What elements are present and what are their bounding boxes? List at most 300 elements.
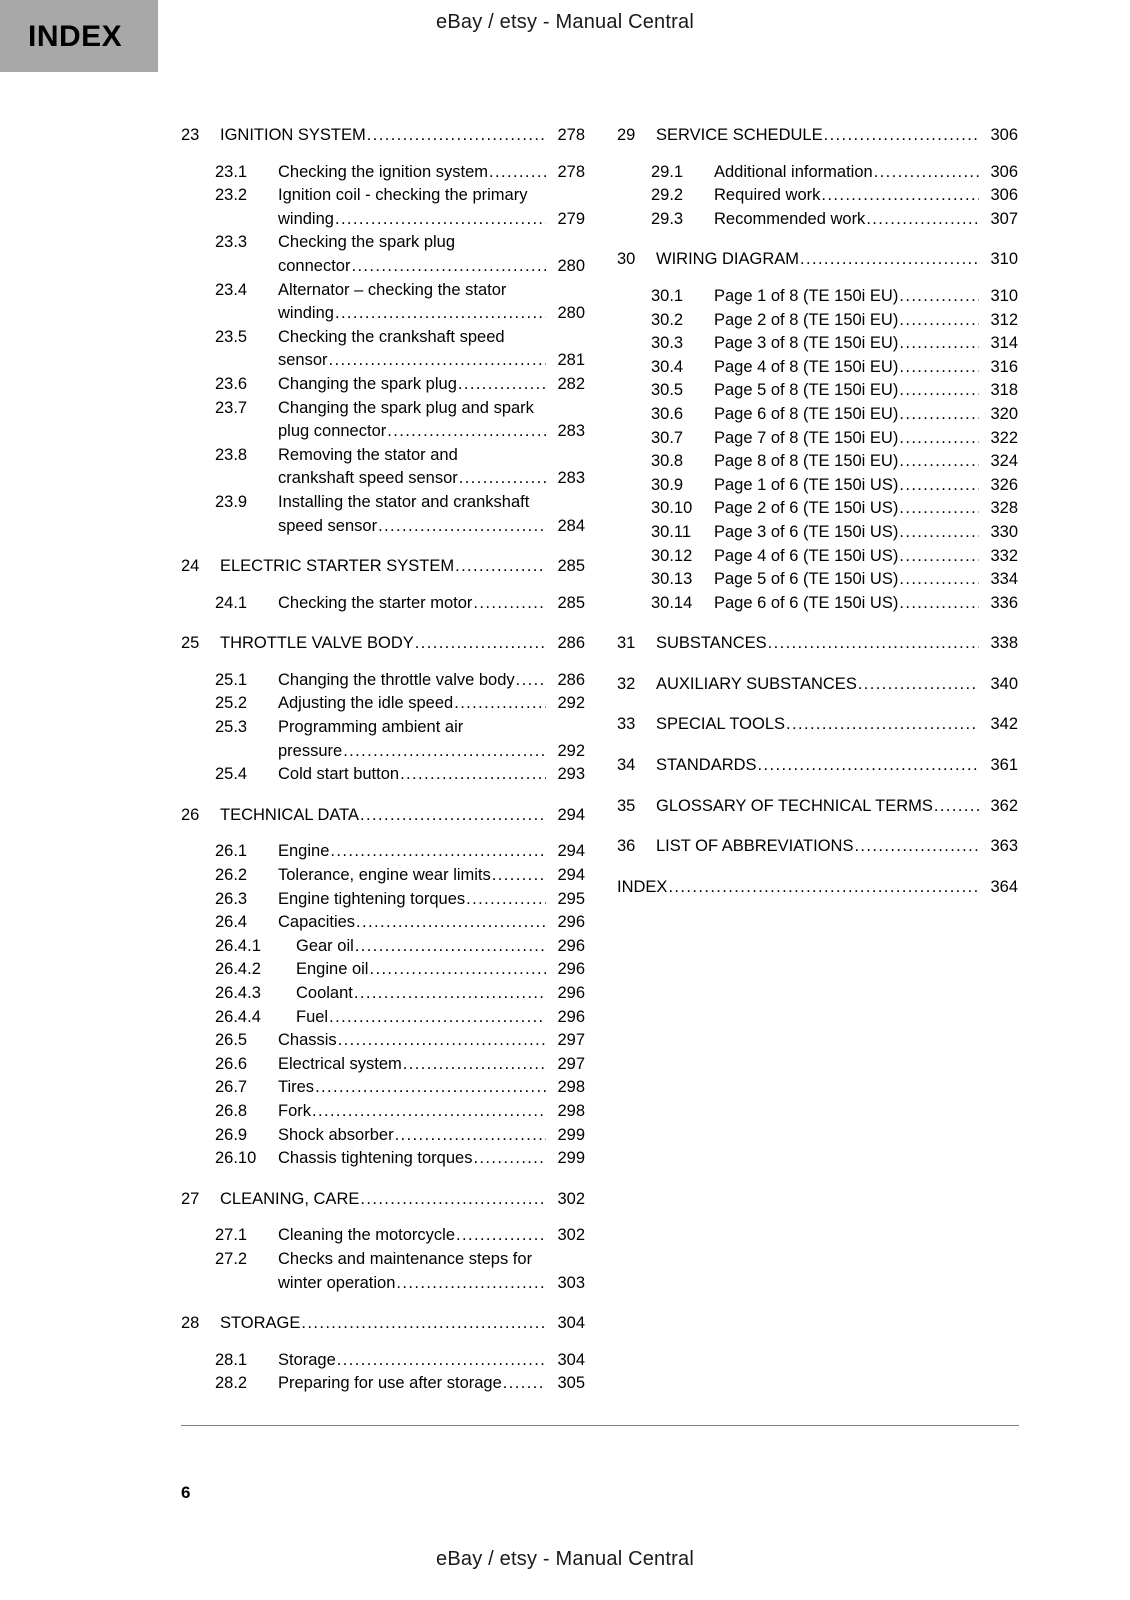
toc-entry-number: 25 (181, 634, 200, 653)
toc-entry[interactable] (181, 840, 585, 864)
toc-entry-title: Recommended work (714, 209, 866, 228)
toc-entry-title: Checking the starter motor (278, 593, 473, 612)
toc-entry-leader-row (278, 864, 585, 888)
toc-dot-leader (758, 754, 979, 778)
toc-entry[interactable] (617, 248, 1018, 272)
toc-entry-title: winter operation (278, 1273, 396, 1292)
toc-entry-page: 328 (990, 499, 1018, 518)
toc-dot-leader (489, 161, 546, 185)
toc-entry-title-block (714, 568, 1018, 592)
toc-entry-leader-row (278, 420, 585, 444)
toc-entry-page: 299 (557, 1149, 585, 1168)
toc-entry-number: 25.3 (215, 718, 248, 737)
toc-entry-title-block (220, 1188, 585, 1212)
toc-entry-leader-row (714, 474, 1018, 498)
toc-entry-title: crankshaft speed sensor (278, 469, 458, 488)
toc-entry-title-block (278, 982, 585, 1006)
toc-entry-title: Page 1 of 8 (TE 150i EU) (714, 286, 899, 305)
toc-entry[interactable] (181, 632, 585, 656)
toc-entry-page: 286 (557, 634, 585, 653)
toc-entry-number: 25.2 (215, 694, 248, 713)
toc-entry-title: Engine tightening torques (278, 889, 466, 908)
toc-entry[interactable] (617, 497, 1018, 521)
toc-dot-leader (367, 124, 546, 148)
toc-dot-leader (874, 161, 979, 185)
toc-entry[interactable] (617, 592, 1018, 616)
toc-entry-title-block (714, 309, 1018, 333)
toc-entry-page: 340 (990, 674, 1018, 693)
toc-entry[interactable] (181, 397, 585, 444)
toc-entry[interactable] (617, 356, 1018, 380)
toc-entry-number: 23.4 (215, 280, 248, 299)
toc-entry-title-block (714, 184, 1018, 208)
toc-entry-leader-row (220, 632, 585, 656)
toc-entry[interactable] (617, 208, 1018, 232)
toc-entry-title-block (278, 888, 585, 912)
toc-entry[interactable] (181, 1349, 585, 1373)
toc-entry-title-block (656, 713, 1018, 737)
toc-entry-title: GLOSSARY OF TECHNICAL TERMS (656, 796, 933, 815)
toc-entry-title-block (278, 444, 585, 491)
toc-entry[interactable] (617, 521, 1018, 545)
toc-entry-page: 280 (557, 304, 585, 323)
toc-entry-title-block (220, 632, 585, 656)
toc-entry-title-block (714, 474, 1018, 498)
toc-entry-title-block (617, 876, 1018, 900)
toc-entry-title-block (220, 1312, 585, 1336)
toc-entry-title-block (714, 161, 1018, 185)
toc-entry-number: 23.2 (215, 186, 248, 205)
toc-entry[interactable] (617, 545, 1018, 569)
toc-entry-title-block (278, 592, 585, 616)
toc-entry-leader-row (278, 1124, 585, 1148)
toc-entry-title-block (714, 545, 1018, 569)
toc-entry[interactable] (617, 427, 1018, 451)
toc-entry-title-block (278, 491, 585, 538)
toc-entry-number: 29 (617, 126, 636, 144)
toc-dot-leader (369, 958, 546, 982)
toc-entry[interactable] (617, 835, 1018, 859)
toc-entry[interactable] (181, 161, 585, 185)
toc-entry-title-block (278, 958, 585, 982)
toc-entry-number: 29.1 (651, 162, 684, 181)
toc-dot-leader (473, 592, 546, 616)
toc-dot-leader (351, 255, 546, 279)
toc-entry-title: Engine (278, 842, 330, 861)
toc-entry-title-block (714, 208, 1018, 232)
toc-entry-title: Page 5 of 8 (TE 150i EU) (714, 381, 899, 400)
toc-entry-page: 281 (557, 351, 585, 370)
toc-entry-number: 30.6 (651, 404, 684, 423)
toc-entry-number: 26.4.3 (215, 984, 261, 1002)
toc-entry-number: 24 (181, 557, 200, 576)
toc-entry-leader-row (278, 161, 585, 185)
toc-entry-title-block (656, 795, 1018, 819)
toc-dot-leader (387, 420, 546, 444)
toc-entry[interactable] (617, 673, 1018, 697)
toc-dot-leader (854, 835, 979, 859)
toc-entry[interactable] (181, 911, 585, 935)
toc-entry-page: 283 (557, 469, 585, 488)
toc-entry[interactable] (181, 864, 585, 888)
toc-dot-leader (360, 1188, 546, 1212)
toc-entry-title: SPECIAL TOOLS (656, 715, 786, 734)
toc-entry[interactable] (181, 555, 585, 579)
toc-entry-number: 26.4.2 (215, 960, 261, 979)
toc-entry-title: Page 5 of 6 (TE 150i US) (714, 570, 899, 589)
toc-entry-title: LIST OF ABBREVIATIONS (656, 837, 854, 856)
toc-entry-page: 361 (990, 756, 1018, 775)
toc-entry-page: 338 (990, 634, 1018, 653)
toc-entry-page: 330 (990, 522, 1018, 541)
toc-entry-title: Fork (278, 1101, 311, 1120)
toc-entry[interactable] (181, 958, 585, 982)
toc-entry-leader-row (714, 161, 1018, 185)
toc-entry-title: IGNITION SYSTEM (220, 126, 366, 144)
toc-entry-page: 296 (557, 1007, 585, 1026)
toc-entry-page: 286 (557, 670, 585, 689)
toc-left-column (181, 124, 585, 1396)
toc-entry[interactable] (181, 1006, 585, 1030)
toc-entry-leader-row (220, 1188, 585, 1212)
toc-entry-number: 30.2 (651, 310, 684, 329)
toc-entry-number: 34 (617, 756, 636, 775)
toc-entry[interactable] (181, 326, 585, 373)
toc-entry-leader-row (278, 1053, 585, 1077)
toc-entry[interactable] (181, 935, 585, 959)
toc-entry[interactable] (617, 124, 1018, 148)
toc-entry-title-block (714, 592, 1018, 616)
toc-dot-leader (459, 467, 546, 491)
toc-entry-number: 29.2 (651, 186, 684, 205)
toc-entry-title-block (656, 754, 1018, 778)
toc-dot-leader (473, 1147, 546, 1171)
toc-entry-page: 332 (990, 546, 1018, 565)
toc-entry-number: 23.1 (215, 162, 248, 181)
toc-entry-leader-row (278, 208, 585, 232)
toc-entry-page: 294 (557, 842, 585, 861)
toc-entry-title-block (278, 184, 585, 231)
toc-dot-leader (335, 208, 546, 232)
toc-dot-leader (899, 450, 979, 474)
toc-entry-title: SUBSTANCES (656, 634, 767, 653)
toc-entry[interactable] (617, 474, 1018, 498)
toc-entry-title-line: Alternator – checking the stator (278, 280, 507, 299)
toc-entry-title-block (278, 1224, 585, 1248)
toc-entry-title-line: Changing the spark plug and spark (278, 398, 534, 417)
toc-dot-leader (516, 669, 546, 693)
toc-entry[interactable] (617, 285, 1018, 309)
toc-entry-title-block (278, 1124, 585, 1148)
toc-entry-page: 322 (990, 428, 1018, 447)
toc-entry-title-block (714, 332, 1018, 356)
toc-entry-page: 297 (557, 1054, 585, 1073)
toc-entry-page: 362 (990, 796, 1018, 815)
toc-dot-leader (899, 309, 979, 333)
toc-entry-number: 30.12 (651, 546, 693, 565)
toc-entry[interactable] (181, 1100, 585, 1124)
toc-entry-number: 30.8 (651, 452, 684, 471)
toc-entry-leader-row (714, 208, 1018, 232)
toc-dot-leader (403, 1053, 546, 1077)
toc-entry-number: 26.4.1 (215, 936, 261, 955)
toc-entry-title: Required work (714, 186, 821, 205)
toc-dot-leader (899, 592, 979, 616)
toc-entry[interactable] (181, 279, 585, 326)
toc-entry-title: STANDARDS (656, 756, 757, 775)
toc-entry-number: 30 (617, 250, 636, 269)
toc-entry-leader-row (656, 632, 1018, 656)
toc-entry-title: speed sensor (278, 516, 378, 535)
toc-dot-leader (858, 673, 979, 697)
toc-dot-leader (455, 555, 546, 579)
toc-entry-title: Page 2 of 8 (TE 150i EU) (714, 310, 899, 329)
toc-entry[interactable] (181, 373, 585, 397)
toc-entry[interactable] (181, 982, 585, 1006)
toc-dot-leader (800, 248, 979, 272)
toc-entry-leader-row (278, 669, 585, 693)
toc-entry-leader-row (220, 1312, 585, 1336)
toc-entry-title: Cold start button (278, 765, 400, 784)
toc-entry-title-block (278, 840, 585, 864)
toc-dot-leader (458, 373, 546, 397)
toc-entry[interactable] (181, 804, 585, 828)
toc-entry-title: WIRING DIAGRAM (656, 250, 799, 269)
toc-entry-leader-row (278, 840, 585, 864)
header-watermark: eBay / etsy - Manual Central (436, 11, 694, 33)
toc-entry-number: 30.5 (651, 381, 684, 400)
toc-entry-title-block (278, 935, 585, 959)
toc-entry-leader-row (714, 309, 1018, 333)
toc-dot-leader (821, 184, 979, 208)
toc-entry[interactable] (181, 1312, 585, 1336)
toc-entry-page: 296 (557, 984, 585, 1002)
toc-dot-leader (400, 763, 546, 787)
toc-entry-title-block (278, 692, 585, 716)
toc-entry-number: 25.4 (215, 765, 248, 784)
toc-entry[interactable] (181, 1029, 585, 1053)
toc-dot-leader (456, 1224, 546, 1248)
toc-entry-leader-row (296, 935, 585, 959)
toc-dot-leader (899, 403, 979, 427)
toc-entry[interactable] (181, 1124, 585, 1148)
toc-entry-number: 25.1 (215, 670, 248, 689)
toc-entry-title: ELECTRIC STARTER SYSTEM (220, 557, 455, 576)
footer-divider (181, 1425, 1019, 1426)
toc-entry-page: 303 (557, 1273, 585, 1292)
toc-entry-page: 298 (557, 1078, 585, 1097)
toc-entry-leader-row (278, 1372, 585, 1396)
toc-entry-leader-row (714, 285, 1018, 309)
toc-entry-number: 23 (181, 126, 200, 144)
toc-entry-title: THROTTLE VALVE BODY (220, 634, 414, 653)
toc-entry[interactable] (617, 450, 1018, 474)
toc-entry-title-block (278, 326, 585, 373)
toc-entry[interactable] (181, 888, 585, 912)
toc-entry-title-block (656, 673, 1018, 697)
toc-entry-leader-row (296, 982, 585, 1006)
toc-entry[interactable] (617, 754, 1018, 778)
toc-entry-number: 23.5 (215, 327, 248, 346)
toc-entry[interactable] (181, 1224, 585, 1248)
toc-entry-page: 298 (557, 1101, 585, 1120)
toc-dot-leader (824, 124, 979, 148)
toc-entry-title: AUXILIARY SUBSTANCES (656, 674, 857, 693)
toc-entry-title: Preparing for use after storage (278, 1374, 502, 1393)
toc-entry-page: 292 (557, 694, 585, 713)
toc-entry-page: 334 (990, 570, 1018, 589)
toc-entry-page: 326 (990, 475, 1018, 494)
toc-entry-number: 31 (617, 634, 636, 653)
toc-entry-title: Page 3 of 8 (TE 150i EU) (714, 334, 899, 353)
toc-entry-number: 26.2 (215, 866, 248, 885)
toc-dot-leader (899, 285, 979, 309)
toc-entry-title-block (220, 804, 585, 828)
toc-entry[interactable] (181, 669, 585, 693)
toc-entry-leader-row (656, 673, 1018, 697)
toc-entry-leader-row (714, 356, 1018, 380)
toc-entry-number: 26.5 (215, 1031, 248, 1050)
toc-entry[interactable] (181, 124, 585, 148)
toc-entry-page: 284 (557, 516, 585, 535)
toc-entry-leader-row (296, 1006, 585, 1030)
toc-entry-number: 32 (617, 674, 636, 693)
toc-entry-title: STORAGE (220, 1314, 301, 1333)
toc-entry[interactable] (181, 231, 585, 278)
toc-entry-title-block (714, 403, 1018, 427)
toc-entry[interactable] (617, 332, 1018, 356)
toc-entry-page: 314 (990, 334, 1018, 353)
toc-entry-page: 285 (557, 593, 585, 612)
toc-entry[interactable] (181, 444, 585, 491)
toc-entry[interactable] (181, 1188, 585, 1212)
toc-dot-leader (355, 935, 546, 959)
toc-entry-title-block (278, 231, 585, 278)
toc-entry-number: 28 (181, 1314, 200, 1333)
toc-entry-number: 28.2 (215, 1374, 248, 1393)
toc-entry[interactable] (617, 876, 1018, 900)
toc-entry[interactable] (617, 379, 1018, 403)
toc-entry-page: 304 (557, 1314, 585, 1333)
toc-entry[interactable] (181, 692, 585, 716)
toc-entry-title-block (278, 279, 585, 326)
toc-entry-leader-row (714, 332, 1018, 356)
toc-entry-title: plug connector (278, 422, 387, 441)
toc-entry-title-line: Checking the spark plug (278, 233, 456, 252)
toc-entry-title: CLEANING, CARE (220, 1189, 360, 1208)
toc-entry-title: Chassis (278, 1031, 337, 1050)
toc-entry-title-block (278, 669, 585, 693)
toc-dot-leader (934, 795, 979, 819)
toc-entry-leader-row (278, 592, 585, 616)
toc-entry-leader-row (714, 379, 1018, 403)
toc-entry-page: 278 (557, 126, 585, 144)
toc-entry-page: 342 (990, 715, 1018, 734)
toc-entry-leader-row (714, 427, 1018, 451)
toc-entry-title-block (656, 632, 1018, 656)
toc-entry-title-block (278, 1100, 585, 1124)
toc-entry-leader-row (714, 184, 1018, 208)
toc-entry[interactable] (181, 1053, 585, 1077)
toc-entry-page: 302 (557, 1226, 585, 1245)
toc-entry-leader-row (278, 888, 585, 912)
toc-entry[interactable] (181, 1372, 585, 1396)
toc-entry-page: 278 (557, 162, 585, 181)
toc-entry-title: Checking the ignition system (278, 162, 489, 181)
toc-entry[interactable] (617, 184, 1018, 208)
toc-entry-title-block (278, 373, 585, 397)
toc-entry-title-block (278, 864, 585, 888)
toc-entry-title-block (278, 1147, 585, 1171)
toc-entry-title-block (278, 1006, 585, 1030)
toc-entry-leader-row (278, 302, 585, 326)
toc-entry[interactable] (181, 592, 585, 616)
toc-dot-leader (329, 1006, 546, 1030)
toc-entry-number: 26.3 (215, 889, 248, 908)
toc-dot-leader (899, 568, 979, 592)
toc-entry[interactable] (617, 795, 1018, 819)
toc-entry-page: 293 (557, 765, 585, 784)
toc-dot-leader (466, 888, 546, 912)
toc-entry[interactable] (181, 1147, 585, 1171)
toc-entry-page: 312 (990, 310, 1018, 329)
toc-entry-page: 296 (557, 936, 585, 955)
toc-entry[interactable] (181, 184, 585, 231)
toc-entry-title: Page 1 of 6 (TE 150i US) (714, 475, 899, 494)
toc-entry-page: 294 (557, 866, 585, 885)
toc-entry-title-block (278, 1349, 585, 1373)
toc-entry-leader-row (278, 467, 585, 491)
toc-entry[interactable] (181, 763, 585, 787)
toc-entry-title-block (278, 1248, 585, 1295)
toc-dot-leader (899, 545, 979, 569)
toc-entry-number: 23.8 (215, 445, 248, 464)
toc-dot-leader (866, 208, 979, 232)
toc-entry-leader-row (278, 1272, 585, 1296)
toc-entry[interactable] (617, 309, 1018, 333)
toc-entry-title-block (278, 1029, 585, 1053)
toc-entry-title: Capacities (278, 913, 356, 932)
toc-entry-number: 23.3 (215, 233, 248, 252)
toc-entry[interactable] (181, 1248, 585, 1295)
toc-entry-title: winding (278, 304, 334, 323)
toc-entry-number: 23.7 (215, 398, 248, 417)
toc-entry[interactable] (617, 632, 1018, 656)
toc-entry-leader-row (656, 713, 1018, 737)
toc-entry-title: Gear oil (296, 936, 354, 955)
toc-entry[interactable] (617, 403, 1018, 427)
toc-entry-title: Fuel (296, 1007, 329, 1026)
toc-entry-number: 30.3 (651, 334, 684, 353)
toc-entry-leader-row (278, 692, 585, 716)
toc-entry-page: 306 (990, 186, 1018, 205)
toc-entry[interactable] (181, 491, 585, 538)
toc-entry[interactable] (617, 713, 1018, 737)
toc-entry-title: Page 8 of 8 (TE 150i EU) (714, 452, 899, 471)
toc-entry[interactable] (617, 161, 1018, 185)
toc-entry-title-line: Installing the stator and crankshaft (278, 492, 530, 511)
toc-entry-title: Page 7 of 8 (TE 150i EU) (714, 428, 899, 447)
toc-entry-number: 30.7 (651, 428, 684, 447)
index-tab-label: INDEX (28, 20, 123, 53)
toc-entry[interactable] (181, 716, 585, 763)
toc-dot-leader (454, 692, 546, 716)
toc-entry-number: 36 (617, 837, 636, 856)
toc-entry[interactable] (181, 1076, 585, 1100)
toc-entry-page: 310 (990, 250, 1018, 269)
toc-entry[interactable] (617, 568, 1018, 592)
toc-entry-page: 279 (557, 209, 585, 228)
